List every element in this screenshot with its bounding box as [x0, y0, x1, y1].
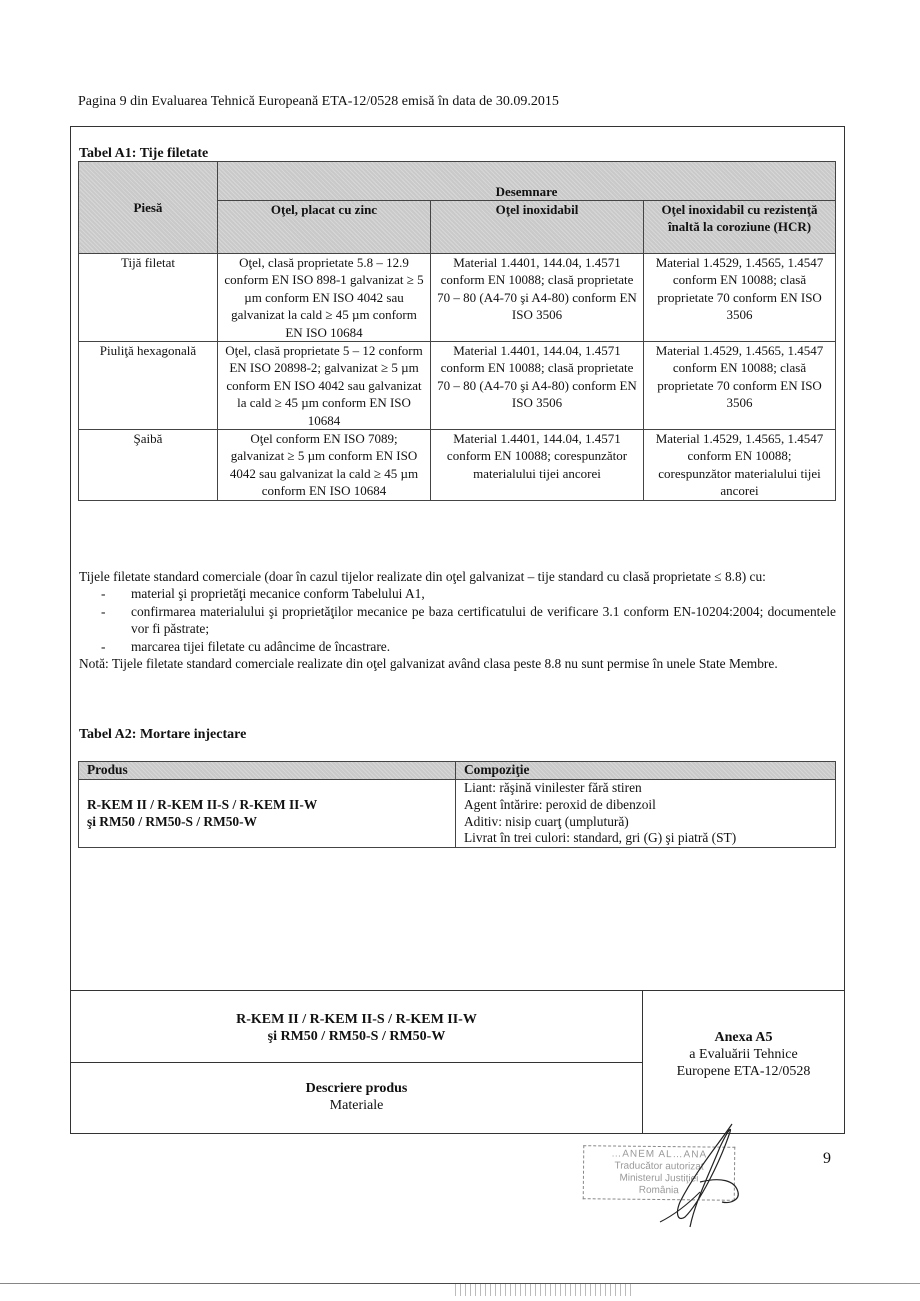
header-hcr-steel: Oţel inoxidabil cu rezistenţă înaltă la coroziune (HCR): [644, 201, 836, 254]
cell-zinc: Oţel, clasă proprietate 5 – 12 conform EN ISO 20898-2; galvanizat ≥ 5 µm conform EN ISO 4042 sau galvanizat la cald ≥ 45 µm conform EN ISO 10684: [218, 342, 431, 430]
composition-item: Liant: răşină vinilester fără stiren: [464, 780, 642, 795]
cell-product: [79, 780, 456, 848]
product-line-1: R-KEM II / R-KEM II-S / R-KEM II-W: [87, 796, 318, 812]
footer-section-subtitle: Materiale: [329, 1098, 384, 1113]
scan-artifact: [455, 1284, 635, 1296]
notes-block: [79, 568, 836, 672]
cell-stainless: Material 1.4401, 144.04, 1.4571 conform EN 10088; clasă proprietate 70 – 80 (A4-70 şi A4-80) conform EN ISO 3506: [431, 254, 644, 342]
cell-piece: Piuliţă hexagonală: [79, 342, 218, 430]
list-item: - material şi proprietăţi mecanice conform Tabelului A1,: [79, 585, 836, 602]
notes-remark: Notă: Tijele filetate standard comerciale realizate din oţel galvanizat având clasa peste 8.8 nu sunt permise în unele State Membre.: [79, 656, 778, 672]
table-row: [79, 430, 836, 501]
table-row: [79, 254, 836, 342]
header-product: Produs: [79, 762, 456, 780]
page-header: Pagina 9 din Evaluarea Tehnică Europeană ETA-12/0528 emisă în data de 30.09.2015: [78, 94, 559, 109]
composition-item: Aditiv: nisip cuarţ (umplutură): [464, 813, 629, 829]
signature-icon: [640, 1122, 760, 1232]
footer-section-title: Descriere produs: [305, 1081, 408, 1096]
cell-hcr: Material 1.4529, 1.4565, 1.4547 conform EN 10088; corespunzător materialului tijei ancorei: [644, 430, 836, 501]
composition-item: Livrat în trei culori: standard, gri (G) şi piatră (ST): [464, 830, 737, 846]
annex-line-2: a Evaluării Tehnice: [689, 1047, 798, 1062]
header-stainless-steel: Oţel inoxidabil: [431, 201, 644, 254]
annex-footer: [70, 990, 845, 1134]
table-a1: [78, 161, 836, 501]
table-row: [79, 342, 836, 430]
list-item: - marcarea tijei filetate cu adâncime de încastrare.: [79, 638, 836, 655]
table-row: [79, 780, 836, 848]
notes-list: [79, 585, 836, 655]
cell-hcr: Material 1.4529, 1.4565, 1.4547 conform EN 10088; clasă proprietate 70 conform EN ISO 3506: [644, 342, 836, 430]
footer-product: [71, 991, 643, 1063]
header-composition: Compoziţie: [456, 762, 836, 780]
cell-zinc: Oţel, clasă proprietate 5.8 – 12.9 conform EN ISO 898-1 galvanizat ≥ 5 µm conform EN ISO 4042 sau galvanizat la cald ≥ 45 µm conform EN ISO 10684: [218, 254, 431, 342]
footer-section: [71, 1063, 643, 1133]
page-number: 9: [823, 1150, 831, 1167]
cell-composition: [456, 780, 836, 848]
stamp-line: România: [638, 1184, 679, 1197]
cell-piece: Şaibă: [79, 430, 218, 501]
footer-annex: [643, 991, 844, 1133]
notes-intro: Tijele filetate standard comerciale (doar în cazul tijelor realizate din oţel galvanizat – tije standard cu clasă proprietate ≤ 8.8) cu:: [79, 569, 766, 584]
cell-hcr: Material 1.4529, 1.4565, 1.4547 conform EN 10088; clasă proprietate 70 conform EN ISO 3506: [644, 254, 836, 342]
cell-piece: Tijă filetat: [79, 254, 218, 342]
composition-item: Agent întărire: peroxid de dibenzoil: [464, 796, 656, 812]
footer-product-line-2: şi RM50 / RM50-S / RM50-W: [267, 1029, 446, 1044]
annex-line-3: Europene ETA-12/0528: [676, 1064, 811, 1079]
header-piece: Piesă: [79, 162, 218, 254]
table-a2: [78, 761, 836, 848]
annex-title: Anexa A5: [714, 1030, 773, 1045]
footer-product-line-1: R-KEM II / R-KEM II-S / R-KEM II-W: [236, 1012, 477, 1027]
table-a1-title: Tabel A1: Tije filetate: [79, 146, 209, 161]
cell-stainless: Material 1.4401, 144.04, 1.4571 conform EN 10088; clasă proprietate 70 – 80 (A4-70 şi A4-80) conform EN ISO 3506: [431, 342, 644, 430]
stamp-line: Traducător autorizat: [614, 1160, 704, 1173]
cell-stainless: Material 1.4401, 144.04, 1.4571 conform EN 10088; corespunzător materialului tijei ancorei: [431, 430, 644, 501]
cell-zinc: Oţel conform EN ISO 7089; galvanizat ≥ 5 µm conform EN ISO 4042 sau galvanizat la cald ≥ 45 µm conform EN ISO 10684: [218, 430, 431, 501]
list-item: - confirmarea materialului şi proprietăţilor mecanice pe baza certificatului de verificare 3.1 conform EN-10204:2004; documentele vor fi păstrate;: [79, 603, 836, 638]
stamp-line: …ANEM AL…ANA: [611, 1148, 708, 1161]
header-designation: Desemnare: [218, 162, 836, 201]
stamp-line: Ministerul Justiţiei: [619, 1172, 699, 1185]
table-a2-title: Tabel A2: Mortare injectare: [79, 727, 247, 742]
header-zinc-steel: Oţel, placat cu zinc: [218, 201, 431, 254]
product-line-2: şi RM50 / RM50-S / RM50-W: [87, 813, 257, 829]
